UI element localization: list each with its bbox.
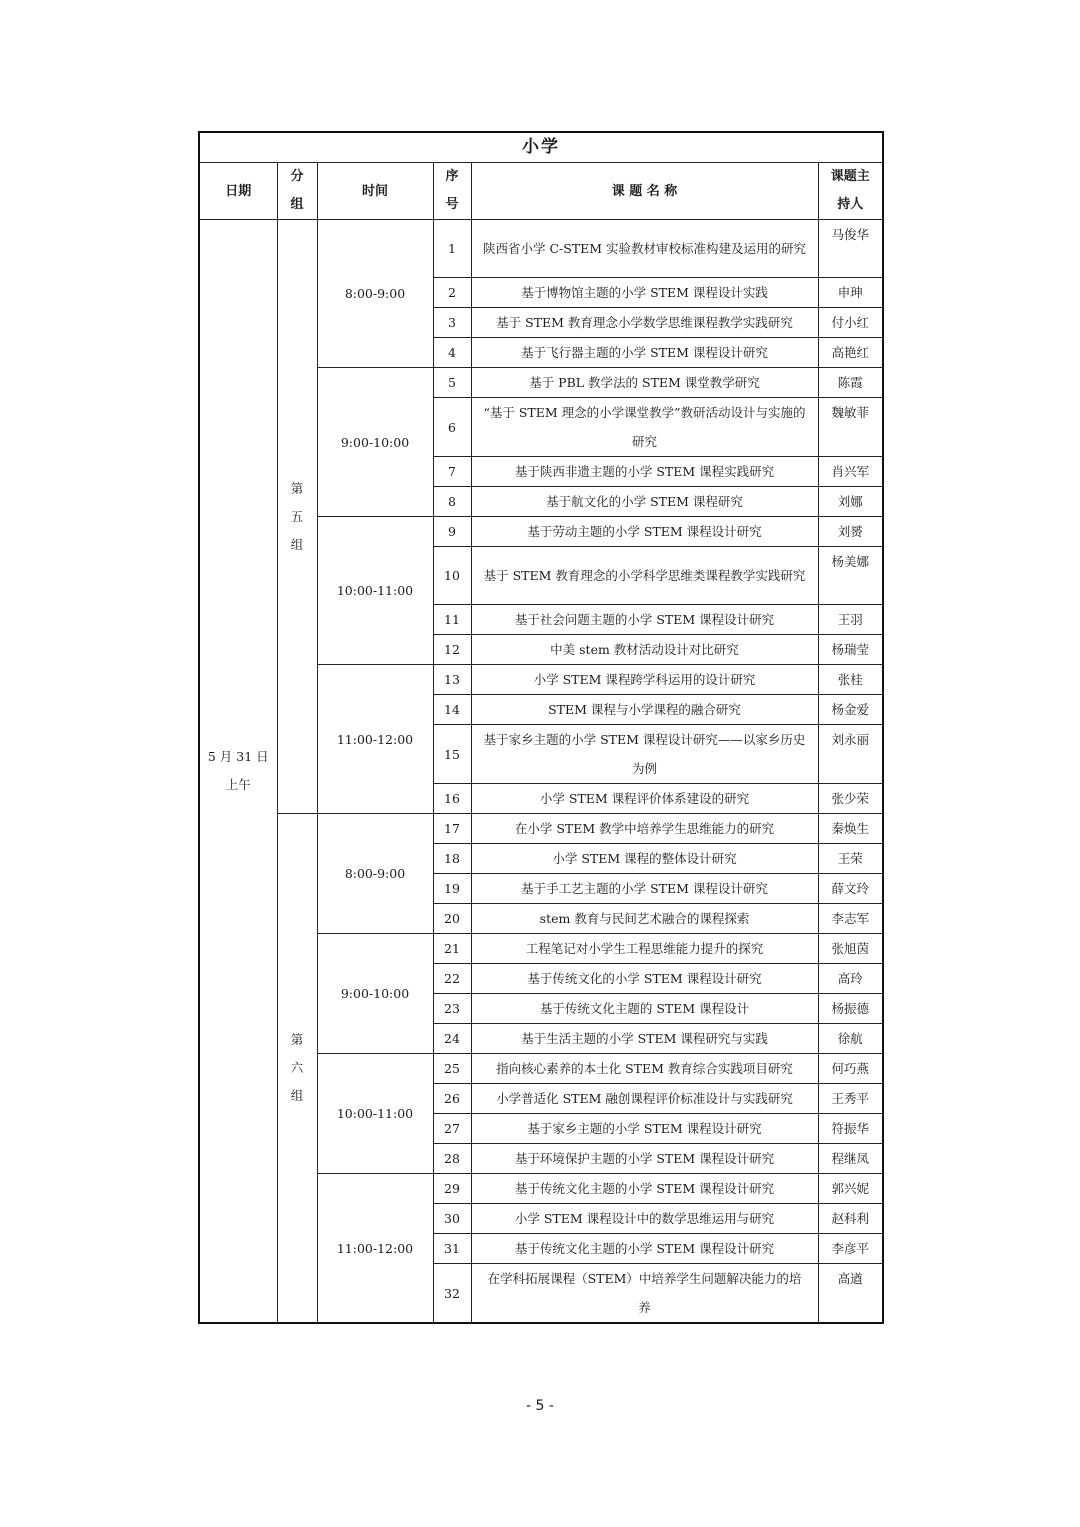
- host-name: 薛文玲: [818, 874, 883, 904]
- topic-title: STEM 课程与小学课程的融合研究: [471, 695, 818, 725]
- topic-title: 基于航文化的小学 STEM 课程研究: [471, 487, 818, 517]
- topic-title: 小学普适化 STEM 融创课程评价标准设计与实践研究: [471, 1084, 818, 1114]
- topic-title: 基于环境保护主题的小学 STEM 课程设计研究: [471, 1144, 818, 1174]
- group-name: 第五组: [290, 480, 304, 552]
- time-slot: 11:00-12:00: [317, 1174, 433, 1324]
- host-name: 付小红: [818, 308, 883, 338]
- topic-title: 基于劳动主题的小学 STEM 课程设计研究: [471, 517, 818, 547]
- schedule-sheet: [198, 131, 882, 1324]
- title-row: [199, 132, 883, 163]
- host-name: 魏敏菲: [818, 398, 883, 457]
- row-number: 25: [433, 1054, 471, 1084]
- schedule-body: [199, 220, 883, 1324]
- topic-title: 基于生活主题的小学 STEM 课程研究与实践: [471, 1024, 818, 1054]
- host-name: 符振华: [818, 1114, 883, 1144]
- row-number: 8: [433, 487, 471, 517]
- topic-title: 基于 STEM 教育理念的小学科学思维类课程教学实践研究: [471, 547, 818, 605]
- topic-title: 小学 STEM 课程跨学科运用的设计研究: [471, 665, 818, 695]
- row-number: 31: [433, 1234, 471, 1264]
- host-name: 徐航: [818, 1024, 883, 1054]
- header-group: 分组: [277, 163, 317, 220]
- host-name: 张旭茵: [818, 934, 883, 964]
- host-name: 王荣: [818, 844, 883, 874]
- topic-title: 中美 stem 教材活动设计对比研究: [471, 635, 818, 665]
- topic-title: 基于飞行器主题的小学 STEM 课程设计研究: [471, 338, 818, 368]
- row-number: 12: [433, 635, 471, 665]
- row-number: 11: [433, 605, 471, 635]
- row-number: 30: [433, 1204, 471, 1234]
- topic-title: 基于家乡主题的小学 STEM 课程设计研究: [471, 1114, 818, 1144]
- topic-title: 基于传统文化主题的 STEM 课程设计: [471, 994, 818, 1024]
- topic-title: 基于传统文化主题的小学 STEM 课程设计研究: [471, 1174, 818, 1204]
- topic-title: 基于陕西非遗主题的小学 STEM 课程实践研究: [471, 457, 818, 487]
- row-number: 5: [433, 368, 471, 398]
- host-name: 秦焕生: [818, 814, 883, 844]
- topic-title: 小学 STEM 课程的整体设计研究: [471, 844, 818, 874]
- host-name: 张桂: [818, 665, 883, 695]
- table-row: [199, 814, 883, 844]
- time-slot: 10:00-11:00: [317, 517, 433, 665]
- topic-title: 基于 PBL 教学法的 STEM 课堂教学研究: [471, 368, 818, 398]
- topic-title: 小学 STEM 课程评价体系建设的研究: [471, 784, 818, 814]
- row-number: 28: [433, 1144, 471, 1174]
- topic-title: 基于家乡主题的小学 STEM 课程设计研究——以家乡历史为例: [471, 725, 818, 784]
- row-number: 22: [433, 964, 471, 994]
- row-number: 16: [433, 784, 471, 814]
- row-number: 17: [433, 814, 471, 844]
- page-number: - 5 -: [526, 1398, 554, 1414]
- row-number: 10: [433, 547, 471, 605]
- row-number: 29: [433, 1174, 471, 1204]
- host-name: 郭兴妮: [818, 1174, 883, 1204]
- topic-title: 小学 STEM 课程设计中的数学思维运用与研究: [471, 1204, 818, 1234]
- row-number: 27: [433, 1114, 471, 1144]
- topic-title: 基于博物馆主题的小学 STEM 课程设计实践: [471, 278, 818, 308]
- time-slot: 10:00-11:00: [317, 1054, 433, 1174]
- date-label: 5 月 31 日: [207, 749, 269, 764]
- row-number: 23: [433, 994, 471, 1024]
- host-name: 马俊华: [818, 220, 883, 278]
- topic-title: 基于社会问题主题的小学 STEM 课程设计研究: [471, 605, 818, 635]
- host-name: 李志军: [818, 904, 883, 934]
- host-name: 杨美娜: [818, 547, 883, 605]
- topic-title: stem 教育与民间艺术融合的课程探索: [471, 904, 818, 934]
- row-number: 26: [433, 1084, 471, 1114]
- schedule-table: [198, 131, 884, 1324]
- row-number: 4: [433, 338, 471, 368]
- group-cell: [277, 814, 317, 1324]
- host-name: 李彦平: [818, 1234, 883, 1264]
- topic-title: 陕西省小学 C-STEM 实验教材审校标准构建及运用的研究: [471, 220, 818, 278]
- host-name: 王秀平: [818, 1084, 883, 1114]
- table-title: 小学: [199, 132, 883, 163]
- topic-title: “基于 STEM 理念的小学课堂教学”教研活动设计与实施的研究: [471, 398, 818, 457]
- host-name: 刘娜: [818, 487, 883, 517]
- host-name: 刘永丽: [818, 725, 883, 784]
- host-name: 杨金爱: [818, 695, 883, 725]
- host-name: 赵科利: [818, 1204, 883, 1234]
- topic-title: 基于传统文化主题的小学 STEM 课程设计研究: [471, 1234, 818, 1264]
- group-cell: [277, 220, 317, 814]
- time-slot: 8:00-9:00: [317, 220, 433, 368]
- header-seq: 序号: [433, 163, 471, 220]
- period-label: 上午: [225, 777, 251, 792]
- row-number: 14: [433, 695, 471, 725]
- time-slot: 9:00-10:00: [317, 934, 433, 1054]
- topic-title: 基于 STEM 教育理念小学数学思维课程教学实践研究: [471, 308, 818, 338]
- host-name: 张少荣: [818, 784, 883, 814]
- topic-title: 基于手工艺主题的小学 STEM 课程设计研究: [471, 874, 818, 904]
- group-name: 第六组: [290, 1032, 304, 1103]
- host-name: 陈霞: [818, 368, 883, 398]
- time-slot: 9:00-10:00: [317, 368, 433, 517]
- host-name: 高遒: [818, 1264, 883, 1324]
- host-name: 高艳红: [818, 338, 883, 368]
- topic-title: 指向核心素养的本土化 STEM 教育综合实践项目研究: [471, 1054, 818, 1084]
- row-number: 2: [433, 278, 471, 308]
- row-number: 3: [433, 308, 471, 338]
- host-name: 杨振德: [818, 994, 883, 1024]
- row-number: 24: [433, 1024, 471, 1054]
- host-name: 申珅: [818, 278, 883, 308]
- host-name: 杨瑞莹: [818, 635, 883, 665]
- row-number: 9: [433, 517, 471, 547]
- row-number: 18: [433, 844, 471, 874]
- topic-title: 工程笔记对小学生工程思维能力提升的探究: [471, 934, 818, 964]
- host-name: 高玲: [818, 964, 883, 994]
- table-row: [199, 220, 883, 278]
- topic-title: 基于传统文化的小学 STEM 课程设计研究: [471, 964, 818, 994]
- host-name: 何巧燕: [818, 1054, 883, 1084]
- time-slot: 11:00-12:00: [317, 665, 433, 814]
- header-date: 日期: [199, 163, 277, 220]
- date-cell: [199, 220, 277, 1324]
- row-number: 13: [433, 665, 471, 695]
- topic-title: 在学科拓展课程（STEM）中培养学生问题解决能力的培养: [471, 1264, 818, 1324]
- row-number: 15: [433, 725, 471, 784]
- row-number: 21: [433, 934, 471, 964]
- topic-title: 在小学 STEM 教学中培养学生思维能力的研究: [471, 814, 818, 844]
- row-number: 6: [433, 398, 471, 457]
- header-host: 课题主持人: [818, 163, 883, 220]
- host-name: 刘赟: [818, 517, 883, 547]
- row-number: 32: [433, 1264, 471, 1324]
- host-name: 程继凤: [818, 1144, 883, 1174]
- header-row: [199, 163, 883, 220]
- row-number: 19: [433, 874, 471, 904]
- host-name: 肖兴军: [818, 457, 883, 487]
- row-number: 7: [433, 457, 471, 487]
- time-slot: 8:00-9:00: [317, 814, 433, 934]
- row-number: 1: [433, 220, 471, 278]
- header-time: 时间: [317, 163, 433, 220]
- row-number: 20: [433, 904, 471, 934]
- host-name: 王羽: [818, 605, 883, 635]
- header-topic: 课 题 名 称: [471, 163, 818, 220]
